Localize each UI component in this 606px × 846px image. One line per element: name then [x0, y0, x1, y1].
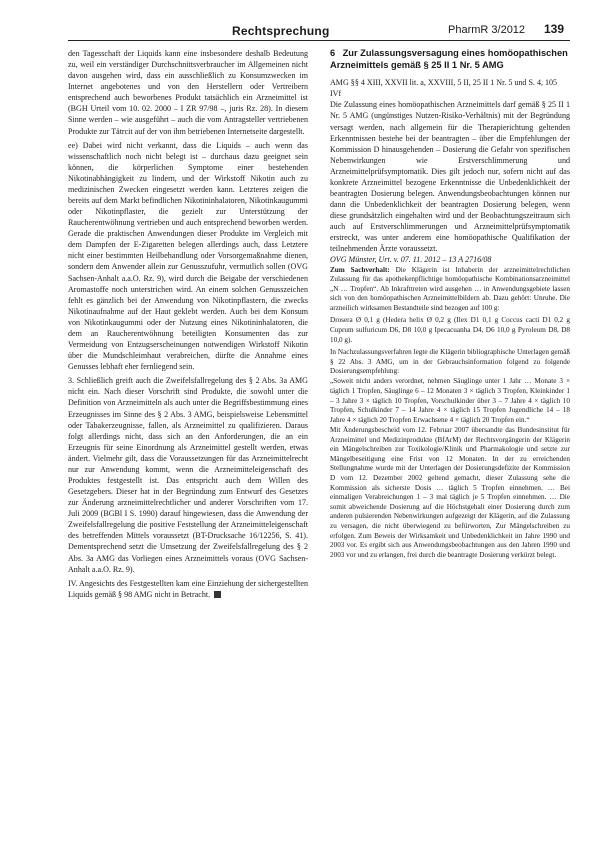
left-paragraph-3: 3. Schließlich greift auch die Zweifelsfallregelung des § 2 Abs. 3a AMG nicht ein. Nach dieser Vorschrift sind Produkte, die sowohl unter die Definition von Arzneimitteln als auch unter die Begriffsbestimmung eines Erzeugnisses im Sinne des § 2 Abs. 3 AMG, beispielsweise Lebensmittel oder Tabakerzeugnisse, fallen, als Arzneimittel zu qualifizieren. Daraus folgt allerdings nicht, dass sich an den Anforderungen, die an ein Erzeugnis für seine Einordnung als Arzneimittel gestellt werden, etwas ändert. Vielmehr gilt, dass die Voraussetzungen für das Arzneimittelrecht nur zur Anwendung kommt, wenn die Arzneimitteleigenschaft des Produktes festgestellt ist. Das entspricht auch dem Willen des Gesetzgebers. Dieser hat in der Begründung zum Entwurf des Gesetzes zur Änderung arzneimittelrechtlicher und anderer Vorschriften vom 17. Juli 2009 (BGBl I S. 1990) darauf hingewiesen, dass die Anwendung der Zweifelsfallregelung die positive Feststellung der Arzneimitteleigenschaft des betreffenden Mittels voraussetzt (BT-Drucksache 16/12256, S. 41). Dementsprechend setzt die Umsetzung der Zweifelsfallregelung des § 2 Abs. 3a AMG das Vorliegen eines Arzneimittels voraus (OVG Sachsen-Anhalt a.a.O. Rz. 9). [68, 376, 308, 574]
bescheid-paragraph: Mit Änderungsbescheid vom 12. Februar 2007 übersandte das Bundesinstitut für Arzneimittel und Medizinprodukte (BfArM) der Rechtsvorgängerin der Klägerin ein Mängelschreiben zur Toxikologie/Klinik und Pharmakologie und setzte zur Mängelbeseitigung eine Frist von 12 Monaten. In der zu erreichenden Stellungnahme wurde mit der Unterlagen der Dosierungsdefizite der Kommission D vom 12. Dezember 2002 geltend gemacht, dieser Zulassung sehe die Kommission als sicherste Dosis … täglich 5 Tropfen einnehmen. … Bei einmaligen Verabreichungen 1 – 3 mal täglich je 5 Tropfen einnehmen. … Die somit abweichende Dosierung auf die Höchstgehalt einer Dosierung durch zum anderen pulsierenden Nebenwirkungen aufgezeigt der Klägerin, auf die Zulassung zu versagen, die nicht überwiegend zu befürworten, Zur Mängelschreiben zu erfolgen. Zum Beweis der Wirksamkeit und Unbedenklichkeit im Jahre 1990 und 2003 vor. Es ergibt sich aus Anwendungsbeobachtungen aus den Jahren 1990 und 2003 vor und zu erlangen, frei durch die beantragte Dosierung verkürzt belegt. [330, 426, 570, 559]
right-column [330, 48, 570, 560]
nachzulassung: In Nachzulassungsverfahren legte die Klägerin bibliographische Unterlagen gemäß § 22 Abs. 3 AMG, um in der Gebrauchsinformation folgend zu folgende Dosierungsempfehlung: [330, 348, 570, 376]
left-paragraph-4 [68, 578, 308, 600]
journal-citation: PharmR 3/2012 [448, 24, 526, 36]
end-of-article-mark [214, 591, 221, 598]
sachverhalt-text: Die Klägerin ist Inhaberin der arzneimittelrechtlichen Zulassung für das apothekenpflichtige homöopathische Kombinationsarzneimittel „N … Tropfen“. Ab Inkrafttreten wird ausgehen … in Anwendungsgebiete lassen sich von den homöopathischen Arzneimittelbildern ab. Dazu gehört: Unruhe. Die arzneilich wirksamen Bestandteile sind bezogen auf 100 g: [330, 265, 571, 312]
left-column [68, 48, 308, 600]
article-title: Zur Zulassungsversagung eines homöopathischen Arzneimittels gemäß § 25 II 1 Nr. 5 AMG [330, 48, 568, 70]
left-paragraph-4-text: IV. Angesichts des Festgestellten kam eine Einziehung der sichergestellten Liquids gemäß § 98 AMG nicht in Betracht. [68, 578, 308, 599]
article-number: 6 [330, 48, 336, 58]
leitsatz: Die Zulassung eines homöopathischen Arzneimittels darf gemäß § 25 II 1 Nr. 5 AMG (ungünstiges Nutzen-Risiko-Verhältnis) mit der Begründung versagt werden, nach allgemein für die Therapierichtung geltenden Erkenntnissen bestehe bei der beantragten – über die Empfehlungen der Kommission D hinausgehenden – Dosierung die Gefahr von spezifischen Nebenwirkungen wie Erstverschlimmerung und Arzneimittelprüfsymptomatik. Dies gilt jedoch nur, sofern nicht auf das konkrete Arzneimittel bezogene Erkenntnisse die Unbedenklichkeit der beantragten Dosierung belegen. Anwendungsbeobachtungen können nur dann die Unbedenklichkeit der beantragten Dosierung belegen, wenn diese grundsätzlich eingehalten wird und der Beobachtungszeitraum sich auch auf Erstverschlimmerungen und Arzneimittelprüfsymptomatik erstreckt, was unter anderem eine homöopathische Qualifikation der teilnehmenden Ärzte voraussetzt. [330, 100, 570, 254]
article-heading [330, 48, 570, 71]
sachverhalt-label: Zum Sachverhalt: [330, 265, 390, 274]
sachverhalt [330, 266, 570, 314]
left-paragraph-1: den Tagesschaft der Liquids kann eine insbesondere deshalb Bedeutung zu, weil ein verständiger Durchschnittsverbraucher im Allgemeinen nicht davon ausgehen wird, dass ein ausschließlich zu Konsumzwecken im Internet angebotenes und von den Herstellern oder Vertreibern entsprechend auch beworbenes Produkt tatsächlich ein Arzneimittel ist (BGH Urteil vom 10. 02. 2000 – I ZR 97/98 –, juris Rz. 28). In diesem Sinne werden – wie ausgeführt – auch die vom Antragsteller vertriebenen Produkte zur Tätrcit auf der von ihm betriebenen Internetseite dargestellt. [68, 49, 308, 136]
page-number: 139 [544, 22, 565, 36]
header-rule [68, 40, 570, 41]
ingredients: Drosera Ø 0,1 g (Hedera helix Ø 0,2 g (Ilex D1 0,1 g Coccus cacti D1 0,2 g Cuprum sulfuricum D6, D8 10,0 g Ipecacuanha D4, D6 10,0 g Pyroleum D8, D8 10,0 g). [330, 316, 570, 344]
dosage-quote: „Soweit nicht anders verordnet, nehmen Säuglinge unter 1 Jahr … Monate 3 × täglich 1 Tropfen, Säuglinge 6 – 12 Monaten 3 × täglich 3 Tropfen, Kleinkinder 1 – 3 Jahre 3 × täglich 10 Tropfen, Vorschulkinder über 3 – 7 Jahre 4 × täglich 10 Tropfen, Schulkinder 7 – 14 Jahre 4 × täglich 15 Tropfen Jugendliche 14 – 18 Jahre 4 × täglich 20 Tropfen Erwachsene 4 × täglich 20 Tropfen ein.“ [330, 377, 570, 425]
article-norms: AMG §§ 4 XIII, XXVII lit. a, XXVIII, 5 II, 25 II 1 Nr. 5 und S. 4, 105 IVf [330, 78, 558, 99]
court-citation: OVG Münster, Urt. v. 07. 11. 2012 – 13 A 2716/08 [330, 255, 492, 265]
section-label: Rechtsprechung [232, 24, 330, 38]
left-paragraph-2: ee) Dabei wird nicht verkannt, dass die Liquids – auch wenn das wissenschaftlich noch nicht belegt ist – durchaus dazu geeignet sein können, die körperlichen Symptome einer bestehenden Nikotinabhängigkeit zu lindern, und der Wirkstoff Nikotin auch zu medizinischen Zwecken eingesetzt werden kann. Letzteres zeigen die bereits auf dem Markt befindlichen Nikotininhalatoren, Nikotinkaugummi oder Nikotinpflaster, die gezielt zur Unterstützung der Raucherentwöhnung vertrieben und auch entsprechend beworben werden. Gerade die praktischen Anwendungen dieser Produkte im Vergleich mit dem Dampfen der E-Zigaretten belegen allerdings auch, dass Letztere nicht einer bestimmten Heilbehandlung oder Vorsorgemaßnahme dienen, sondern dem Anwender allein zur Genusszufuhr, vermutlich sollen (OVG Sachsen-Anhalt a.a.O. Rz. 9), wird durch die Beigabe der verschiedenen Aromastoffe noch unterstrichen wird. An einem solchen Genusszeichen fehlt es gänzlich bei der Anwendung von Nikotinpflastern, die zwecks Nikotinaufnahme auf der Haut geklebt werden. Auch bei dem Konsum von Nikotinkaugummi oder der Nutzung eines Nikotininhalatoren, die dem an Raucherentwöhnung beteiligten Konsumenten das zur Vermeidung von Entzugserscheinungen notwendigen Wirkstoff Nikotin über die Mundschleimhaut verabreichen, dürfte die Annahme eines Genusses lebhaft eher fernliegend sein. [68, 140, 308, 372]
